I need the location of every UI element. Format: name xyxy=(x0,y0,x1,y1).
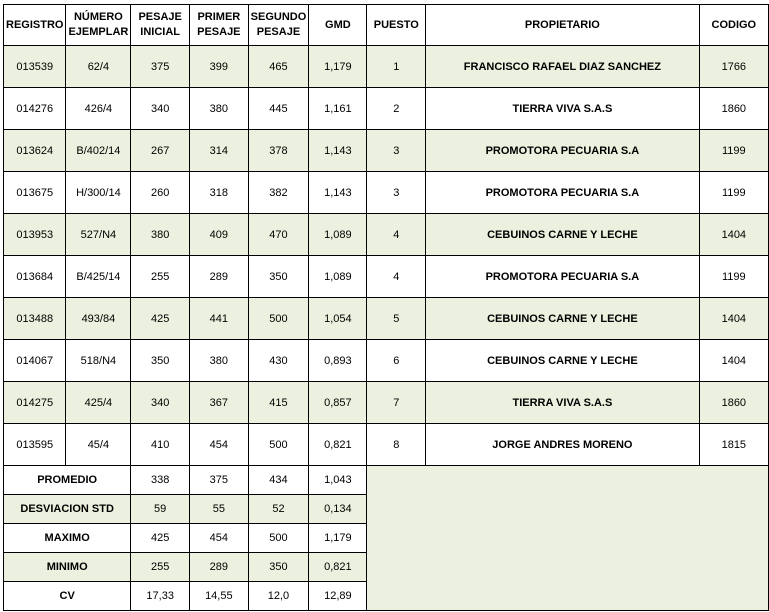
stat-cell: 255 xyxy=(131,553,190,582)
table-cell: 013953 xyxy=(4,214,66,256)
table-cell: JORGE ANDRES MORENO xyxy=(426,424,700,466)
table-cell: 1,143 xyxy=(309,172,367,214)
table-cell: 255 xyxy=(131,256,190,298)
table-cell: 1404 xyxy=(699,298,768,340)
table-cell: 399 xyxy=(190,46,249,88)
table-cell: 2 xyxy=(367,88,426,130)
table-row xyxy=(4,130,769,172)
table-cell: 014067 xyxy=(4,340,66,382)
table-cell: 454 xyxy=(190,424,249,466)
stat-label: MAXIMO xyxy=(4,524,131,553)
table-cell: 493/84 xyxy=(66,298,131,340)
table-cell: 1,054 xyxy=(309,298,367,340)
table-cell: 45/4 xyxy=(66,424,131,466)
column-header: PUESTO xyxy=(367,5,426,46)
table-cell: 500 xyxy=(248,298,309,340)
column-header: GMD xyxy=(309,5,367,46)
table-cell: 013595 xyxy=(4,424,66,466)
table-cell: 425/4 xyxy=(66,382,131,424)
table-row xyxy=(4,256,769,298)
stat-cell: 52 xyxy=(248,495,309,524)
table-cell: 470 xyxy=(248,214,309,256)
table-cell: 415 xyxy=(248,382,309,424)
table-cell: B/425/14 xyxy=(66,256,131,298)
results-table xyxy=(3,4,769,611)
table-cell: 013624 xyxy=(4,130,66,172)
table-row xyxy=(4,424,769,466)
table-cell: 6 xyxy=(367,340,426,382)
stat-cell: 350 xyxy=(248,553,309,582)
results-table-container xyxy=(3,4,769,611)
stat-cell: 14,55 xyxy=(190,582,249,611)
stat-cell: 0,134 xyxy=(309,495,367,524)
table-cell: FRANCISCO RAFAEL DIAZ SANCHEZ xyxy=(426,46,700,88)
table-cell: 014275 xyxy=(4,382,66,424)
table-cell: 1,161 xyxy=(309,88,367,130)
table-row xyxy=(4,214,769,256)
table-cell: 1404 xyxy=(699,214,768,256)
column-header: PRIMER PESAJE xyxy=(190,5,249,46)
table-cell: 1,179 xyxy=(309,46,367,88)
column-header: REGISTRO xyxy=(4,5,66,46)
table-cell: 367 xyxy=(190,382,249,424)
table-cell: CEBUINOS CARNE Y LECHE xyxy=(426,214,700,256)
table-cell: 318 xyxy=(190,172,249,214)
table-cell: 013675 xyxy=(4,172,66,214)
column-header: PROPIETARIO xyxy=(426,5,700,46)
header-row xyxy=(4,5,769,46)
table-cell: 260 xyxy=(131,172,190,214)
table-cell: 425 xyxy=(131,298,190,340)
stat-cell: 500 xyxy=(248,524,309,553)
table-cell: 350 xyxy=(248,256,309,298)
table-cell: 013539 xyxy=(4,46,66,88)
column-header: PESAJE INICIAL xyxy=(131,5,190,46)
table-cell: 0,821 xyxy=(309,424,367,466)
table-cell: 375 xyxy=(131,46,190,88)
table-cell: 3 xyxy=(367,130,426,172)
table-row xyxy=(4,172,769,214)
table-cell: 1199 xyxy=(699,256,768,298)
table-cell: 500 xyxy=(248,424,309,466)
stat-cell: 59 xyxy=(131,495,190,524)
table-cell: 1404 xyxy=(699,340,768,382)
table-cell: 014276 xyxy=(4,88,66,130)
table-cell: 7 xyxy=(367,382,426,424)
stat-row xyxy=(4,466,769,495)
table-row xyxy=(4,340,769,382)
table-cell: B/402/14 xyxy=(66,130,131,172)
table-row xyxy=(4,298,769,340)
table-cell: TIERRA VIVA S.A.S xyxy=(426,88,700,130)
stat-cell: 12,89 xyxy=(309,582,367,611)
table-cell: 4 xyxy=(367,256,426,298)
table-cell: 380 xyxy=(131,214,190,256)
table-cell: 4 xyxy=(367,214,426,256)
table-cell: 267 xyxy=(131,130,190,172)
table-cell: PROMOTORA PECUARIA S.A xyxy=(426,130,700,172)
table-cell: 0,893 xyxy=(309,340,367,382)
table-cell: 314 xyxy=(190,130,249,172)
table-cell: 1 xyxy=(367,46,426,88)
table-cell: TIERRA VIVA S.A.S xyxy=(426,382,700,424)
column-header: CODIGO xyxy=(699,5,768,46)
table-cell: 380 xyxy=(190,340,249,382)
empty-summary-area xyxy=(367,466,769,611)
table-cell: 1199 xyxy=(699,172,768,214)
table-cell: 62/4 xyxy=(66,46,131,88)
stat-cell: 289 xyxy=(190,553,249,582)
column-header: SEGUNDO PESAJE xyxy=(248,5,309,46)
table-cell: CEBUINOS CARNE Y LECHE xyxy=(426,340,700,382)
table-cell: 518/N4 xyxy=(66,340,131,382)
stat-cell: 17,33 xyxy=(131,582,190,611)
table-cell: 441 xyxy=(190,298,249,340)
table-cell: 1860 xyxy=(699,88,768,130)
table-cell: 289 xyxy=(190,256,249,298)
table-cell: H/300/14 xyxy=(66,172,131,214)
table-cell: 1,089 xyxy=(309,214,367,256)
table-row xyxy=(4,382,769,424)
column-header: NÚMERO EJEMPLAR xyxy=(66,5,131,46)
table-row xyxy=(4,46,769,88)
table-cell: 1860 xyxy=(699,382,768,424)
table-cell: 1,089 xyxy=(309,256,367,298)
table-cell: 340 xyxy=(131,382,190,424)
stat-cell: 1,043 xyxy=(309,466,367,495)
table-cell: 426/4 xyxy=(66,88,131,130)
stat-cell: 1,179 xyxy=(309,524,367,553)
stat-label: DESVIACION STD xyxy=(4,495,131,524)
table-row xyxy=(4,88,769,130)
table-cell: 5 xyxy=(367,298,426,340)
table-cell: 1199 xyxy=(699,130,768,172)
stat-cell: 434 xyxy=(248,466,309,495)
stat-cell: 338 xyxy=(131,466,190,495)
table-cell: 378 xyxy=(248,130,309,172)
stat-label: CV xyxy=(4,582,131,611)
table-cell: 3 xyxy=(367,172,426,214)
table-cell: PROMOTORA PECUARIA S.A xyxy=(426,256,700,298)
stat-cell: 12,0 xyxy=(248,582,309,611)
table-cell: 465 xyxy=(248,46,309,88)
table-cell: CEBUINOS CARNE Y LECHE xyxy=(426,298,700,340)
table-cell: 8 xyxy=(367,424,426,466)
stat-cell: 55 xyxy=(190,495,249,524)
stat-label: PROMEDIO xyxy=(4,466,131,495)
stat-cell: 454 xyxy=(190,524,249,553)
stat-label: MINIMO xyxy=(4,553,131,582)
table-cell: 1,143 xyxy=(309,130,367,172)
table-cell: 1766 xyxy=(699,46,768,88)
table-cell: PROMOTORA PECUARIA S.A xyxy=(426,172,700,214)
table-cell: 410 xyxy=(131,424,190,466)
table-cell: 430 xyxy=(248,340,309,382)
table-cell: 0,857 xyxy=(309,382,367,424)
table-cell: 013684 xyxy=(4,256,66,298)
table-cell: 340 xyxy=(131,88,190,130)
stat-cell: 375 xyxy=(190,466,249,495)
table-cell: 350 xyxy=(131,340,190,382)
table-cell: 445 xyxy=(248,88,309,130)
table-cell: 527/N4 xyxy=(66,214,131,256)
table-cell: 380 xyxy=(190,88,249,130)
table-cell: 1815 xyxy=(699,424,768,466)
stat-cell: 425 xyxy=(131,524,190,553)
stat-cell: 0,821 xyxy=(309,553,367,582)
table-cell: 409 xyxy=(190,214,249,256)
table-cell: 013488 xyxy=(4,298,66,340)
table-cell: 382 xyxy=(248,172,309,214)
